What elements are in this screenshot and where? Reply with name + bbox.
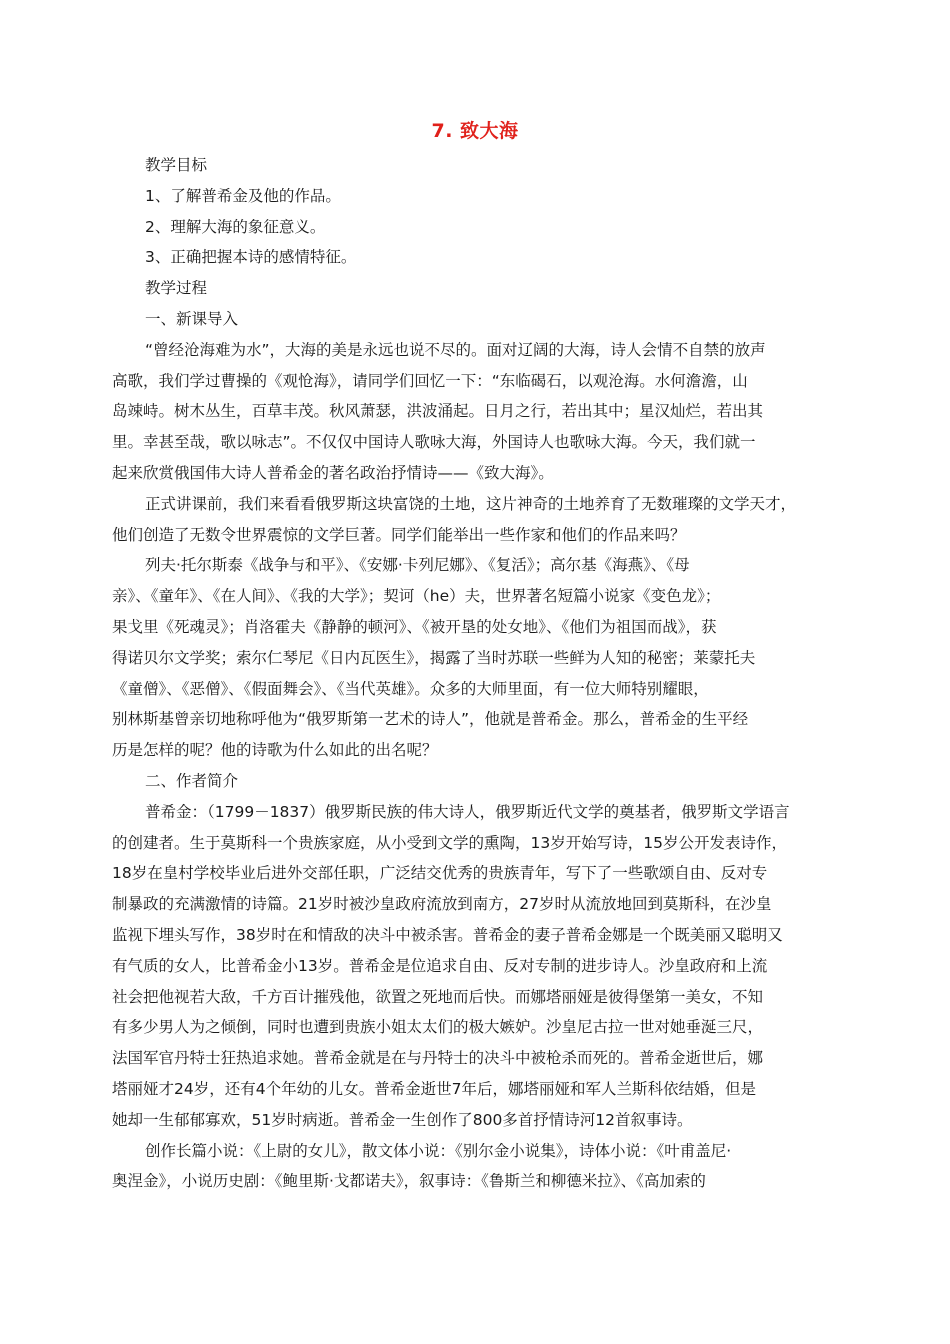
text-line: 她却一生郁郁寡欢，51岁时病逝。普希金一生创作了800多首抒情诗河12首叙事诗。 (112, 1110, 693, 1129)
text-line: 制暴政的充满激情的诗篇。21岁时被沙皇政府流放到南方，27岁时从流放地回到莫斯科，在沙皇 (112, 895, 772, 914)
text-line: 的创建者。生于莫斯科一个贵族家庭，从小受到文学的熏陶，13岁开始写诗，15岁公开发表诗作， (112, 833, 787, 852)
text-line: 一、新课导入 (145, 309, 239, 328)
text-line: 岛竦峙。树木丛生，百草丰茂。秋风萧瑟，洪波涌起。日月之行，若出其中；星汉灿烂，若出其 (112, 402, 764, 421)
text-line: 监视下埋头写作，38岁时在和情敌的决斗中被杀害。普希金的妻子普希金娜是一个既美丽又聪明又 (112, 925, 783, 944)
text-line: 3、正确把握本诗的感情特征。 (145, 248, 357, 267)
text-line: 教学目标 (145, 156, 208, 174)
text-line: 18岁在皇村学校毕业后进外交部任职，广泛结交优秀的贵族青年，写下了一些歌颂自由、反对专 (112, 864, 768, 883)
text-line: 二、作者简介 (145, 771, 239, 790)
text-line: 奥涅金》，小说历史剧：《鲍里斯·戈都诺夫》，叙事诗：《鲁斯兰和柳德米拉》、《高加索的 (112, 1172, 706, 1191)
text-line: 高歌，我们学过曹操的《观怆海》，请同学们回忆一下：“东临碣石，以观沧海。水何澹澹，山 (112, 371, 748, 390)
text-line: 里。幸甚至哉，歌以咏志”。不仅仅中国诗人歌咏大海，外国诗人也歌咏大海。今天，我们就一 (112, 433, 756, 452)
text-line: 《童僧》、《恶僧》、《假面舞会》、《当代英雄》。众多的大师里面，有一位大师特别耀眼， (112, 679, 709, 698)
text-line: 果戈里《死魂灵》；肖洛霍夫《静静的顿河》、《被开垦的处女地》、《他们为祖国而战》，获 (112, 617, 717, 636)
text-line: 法国军官丹特士狂热追求她。普希金就是在与丹特士的决斗中被枪杀而死的。普希金逝世后，娜 (112, 1049, 764, 1068)
text-line: 2、理解大海的象征意义。 (145, 217, 326, 236)
text-line: 正式讲课前，我们来看看俄罗斯这块富饶的土地，这片神奇的土地养育了无数璀璨的文学天才， (145, 494, 797, 513)
text-line: 1、了解普希金及他的作品。 (145, 186, 341, 205)
text-line: “曾经沧海难为水”，大海的美是永远也说不尽的。面对辽阔的大海，诗人会情不自禁的放声 (145, 340, 766, 359)
text-line: 得诺贝尔文学奖；索尔仁琴尼《日内瓦医生》，揭露了当时苏联一些鲜为人知的秘密；莱蒙托夫 (112, 648, 756, 667)
text-line: 有多少男人为之倾倒，同时也遭到贵族小姐太太们的极大嫉妒。沙皇尼古拉一世对她垂涎三尺， (112, 1018, 764, 1037)
text-line: 塔丽娅才24岁，还有4个年幼的儿女。普希金逝世7年后，娜塔丽娅和军人兰斯科依结婚，但是 (112, 1079, 756, 1098)
text-line: 他们创造了无数令世界震惊的文学巨著。同学们能举出一些作家和他们的作品来吗？ (112, 525, 686, 544)
text-line: 历是怎样的呢？他的诗歌为什么如此的出名呢？ (112, 741, 438, 760)
text-line: 普希金：（1799－1837）俄罗斯民族的伟大诗人，俄罗斯近代文学的奠基者，俄罗斯文学语言 (145, 802, 790, 821)
text-line: 列夫·托尔斯泰《战争与和平》、《安娜·卡列尼娜》、《复活》；高尔基《海燕》、《母 (145, 556, 690, 575)
text-line: 起来欣赏俄国伟大诗人普希金的著名政治抒情诗——《致大海》。 (112, 463, 554, 482)
text-line: 有气质的女人，比普希金小13岁。普希金是位追求自由、反对专制的进步诗人。沙皇政府和上流 (112, 956, 768, 975)
text-line: 别林斯基曾亲切地称呼他为“俄罗斯第一艺术的诗人”，他就是普希金。那么，普希金的生平经 (112, 710, 749, 729)
text-line: 社会把他视若大敌，千方百计摧残他，欲置之死地而后快。而娜塔丽娅是彼得堡第一美女，不知 (112, 987, 764, 1006)
text-line: 创作长篇小说：《上尉的女儿》，散文体小说：《别尔金小说集》，诗体小说：《叶甫盖尼· (145, 1141, 732, 1160)
document-title: 7. 致大海 (431, 120, 519, 142)
text-line: 教学过程 (145, 279, 208, 298)
text-line: 亲》、《童年》、《在人间》、《我的大学》；契诃（he）夫，世界著名短篇小说家《变色龙》； (112, 587, 721, 606)
document-body (112, 150, 840, 1197)
